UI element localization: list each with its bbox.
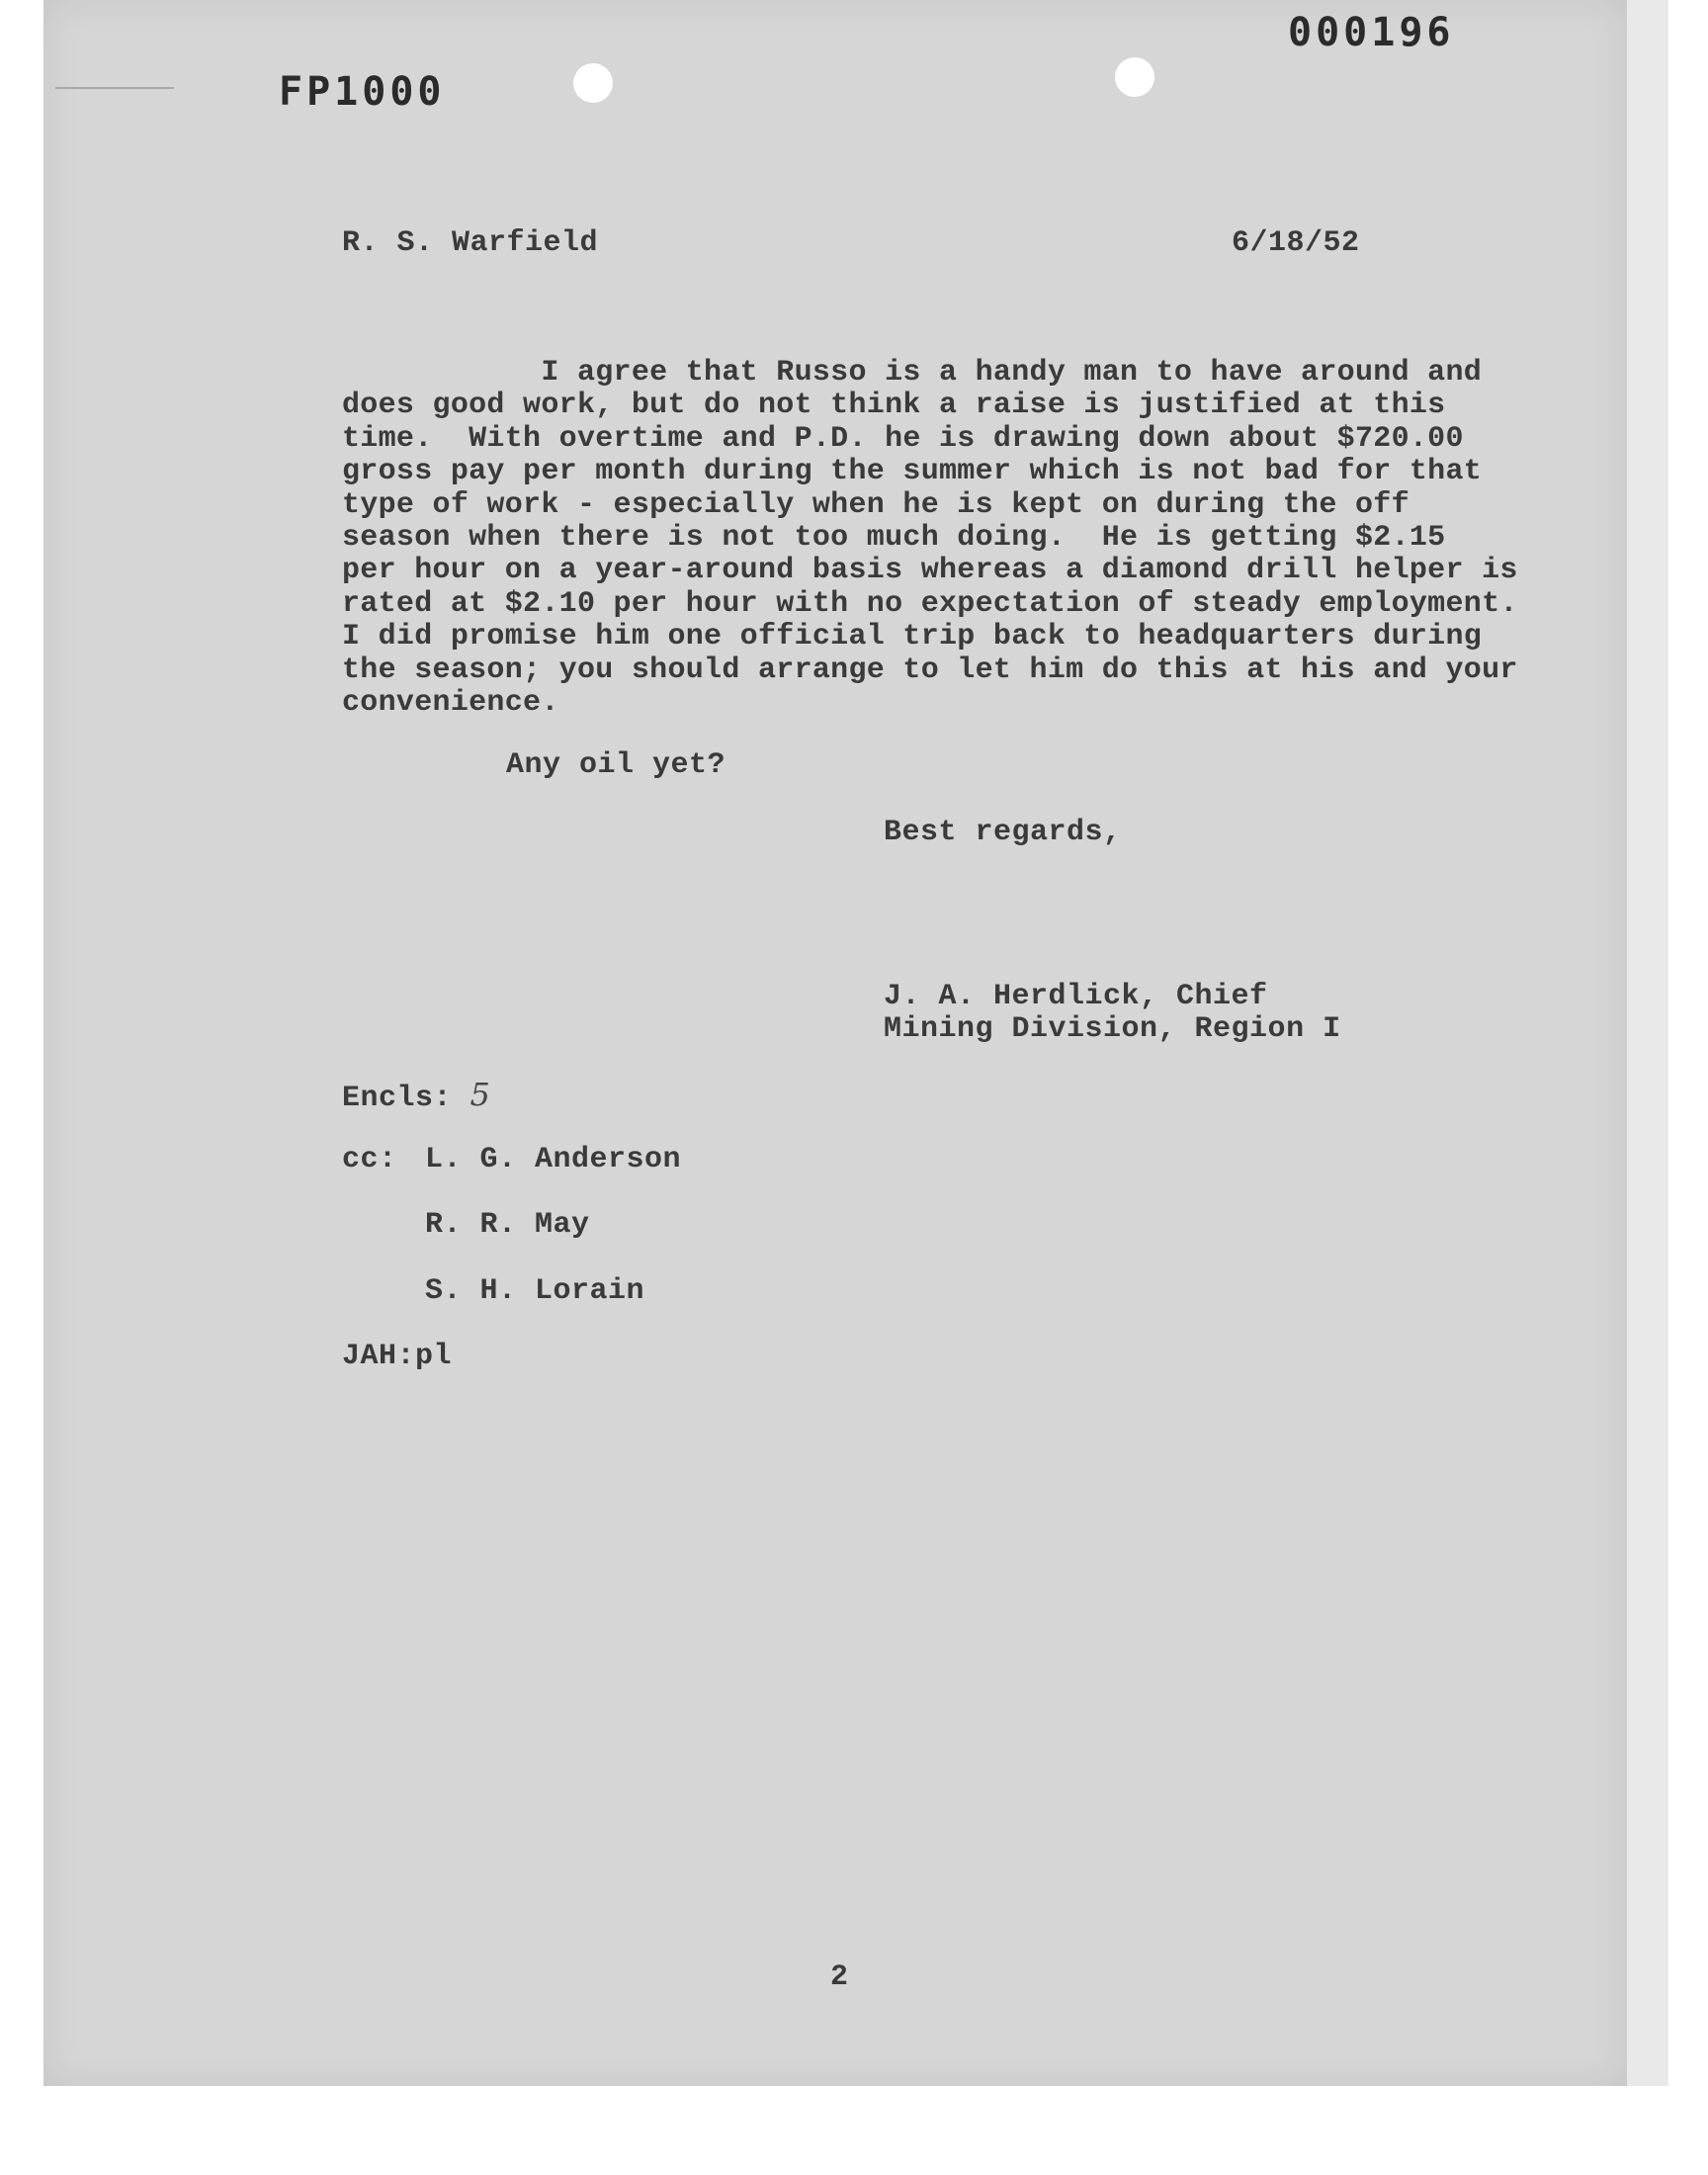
body-line: time. With overtime and P.D. he is drawing down about $720.00 (342, 421, 1464, 456)
cc-recipient: S. H. Lorain (425, 1274, 645, 1308)
punch-hole-left (573, 63, 613, 103)
paper-edge (1627, 0, 1668, 2086)
signature-title: Mining Division, Region I (884, 1012, 1341, 1046)
signature-name: J. A. Herdlick, Chief (884, 980, 1268, 1013)
typist-initials: JAH:pl (342, 1340, 453, 1373)
file-code-stamp: FP1000 (279, 69, 446, 115)
body-line: I did promise him one official trip back to headquarters during (342, 620, 1483, 654)
body-line: the season; you should arrange to let him do this at his and your (342, 652, 1518, 687)
body-line: I agree that Russo is a handy man to have around and (342, 356, 1483, 390)
punch-hole-right (1115, 57, 1154, 97)
cc-label: cc: (342, 1143, 397, 1176)
enclosures-line (342, 1076, 491, 1115)
body-line: per hour on a year-around basis whereas a diamond drill helper is (342, 554, 1518, 588)
enclosures-count: 5 (470, 1076, 491, 1113)
body-line: season when there is not too much doing. He is getting $2.15 (342, 521, 1446, 556)
body-line: rated at $2.10 per hour with no expectation of steady employment. (342, 586, 1518, 621)
question-line: Any oil yet? (506, 748, 726, 782)
cc-recipient: R. R. May (425, 1208, 590, 1242)
body-line: convenience. (342, 686, 559, 721)
addressee: R. S. Warfield (342, 226, 599, 260)
enclosures-label: Encls: (342, 1082, 453, 1115)
body-line: does good work, but do not think a raise is justified at this (342, 389, 1446, 423)
document-number-stamp: 000196 (1288, 10, 1455, 55)
closing: Best regards, (884, 816, 1122, 849)
cc-recipient: L. G. Anderson (425, 1143, 682, 1176)
scan-artifact-line (55, 87, 174, 89)
letter-date: 6/18/52 (1232, 226, 1360, 260)
body-paragraph (342, 356, 1518, 721)
body-line: type of work - especially when he is kept on during the off (342, 487, 1409, 522)
scanned-paper-sheet (43, 0, 1627, 2086)
page-number: 2 (830, 1960, 849, 1994)
body-line: gross pay per month during the summer which is not bad for that (342, 455, 1483, 489)
scanner-background (0, 2086, 1708, 2175)
